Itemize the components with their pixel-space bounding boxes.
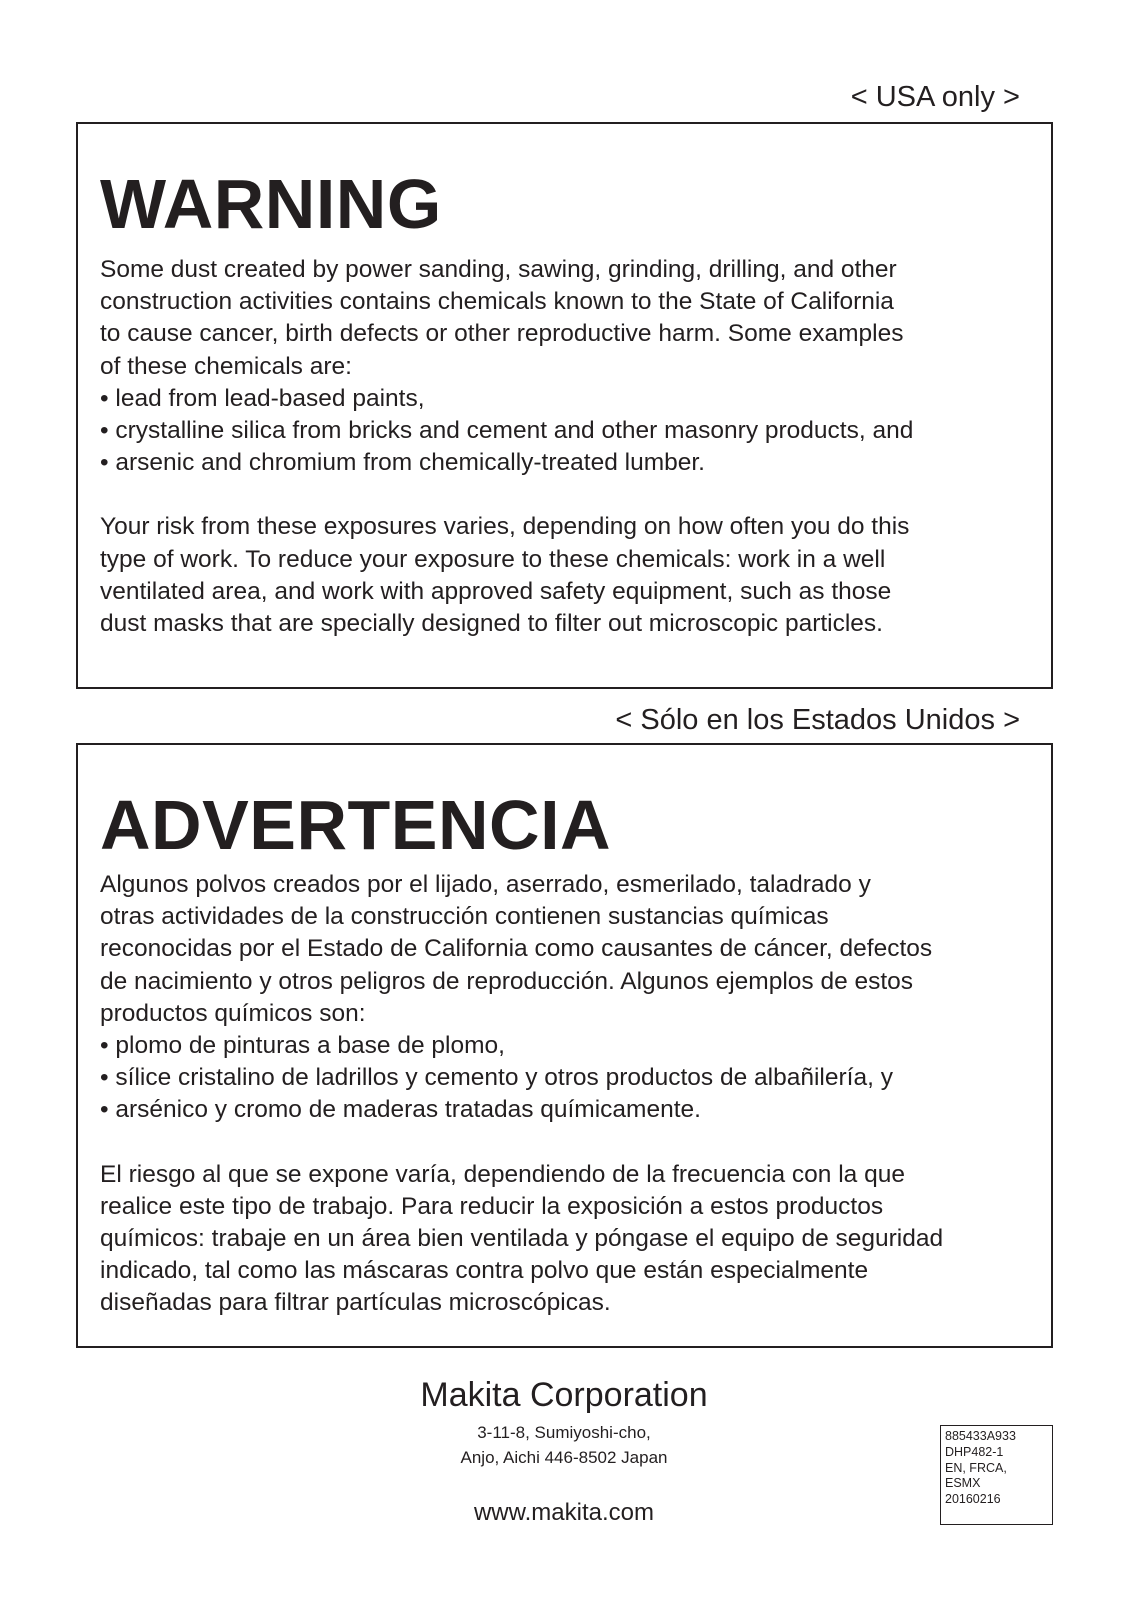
- advertencia-bullet-list: [100, 1030, 1037, 1127]
- address-line-2: Anjo, Aichi 446-8502 Japan: [460, 1448, 668, 1467]
- advertencia-intro: Algunos polvos creados por el lijado, aserrado, esmerilado, taladrado y otras actividades de la construcción contienen sustancias químicas reconocidas por el Estado de California como causantes de cáncer, defectos de nacimiento y otros peligros de reproducción. Algunos ejemplos de estos productos químicos son:: [100, 871, 933, 1027]
- list-item: • crystalline silica from bricks and cement and other masonry products, and: [100, 415, 1037, 447]
- company-name: Makita Corporation: [420, 1376, 708, 1414]
- warning-box: [76, 122, 1053, 689]
- warning-body: [100, 254, 1037, 640]
- doc-code-line: 20160216: [945, 1492, 1001, 1507]
- address-line-1: 3-11-8, Sumiyoshi-cho,: [477, 1423, 651, 1442]
- list-item: • arsenic and chromium from chemically-treated lumber.: [100, 447, 1037, 479]
- warning-intro: Some dust created by power sanding, sawing, grinding, drilling, and other construction activities contains chemicals known to the State of California to cause cancer, birth defects or other reproductive harm. Some examples of these chemicals are:: [100, 256, 904, 380]
- warning-bullet-list: [100, 383, 1037, 480]
- region-label-spanish: < Sólo en los Estados Unidos >: [615, 704, 1020, 736]
- doc-code-line: DHP482-1: [945, 1444, 1004, 1459]
- list-item: • lead from lead-based paints,: [100, 383, 1037, 415]
- doc-code-line: ESMX: [945, 1476, 981, 1491]
- advertencia-title: ADVERTENCIA: [100, 786, 612, 864]
- warning-closing: Your risk from these exposures varies, depending on how often you do this type of work. To reduce your exposure to these chemicals: work in a well ventilated area, and work with approved safety equipment, such as those dust masks that are specially designed to filter out microscopic particles.: [100, 513, 910, 638]
- website: www.makita.com: [473, 1499, 655, 1526]
- document-code-box: [940, 1425, 1053, 1525]
- doc-code-line: 885433A933: [945, 1429, 1016, 1443]
- doc-code-line: EN, FRCA,: [945, 1460, 1007, 1475]
- region-label-usa: < USA only >: [850, 81, 1020, 113]
- list-item: • plomo de pinturas a base de plomo,: [100, 1030, 1037, 1062]
- advertencia-box: [76, 743, 1053, 1348]
- advertencia-closing: El riesgo al que se expone varía, dependiendo de la frecuencia con la que realice este tipo de trabajo. Para reducir la exposición a estos productos químicos: trabaje en un área bien ventilada y póngase el equipo de seguridad indicado, tal como las máscaras contra polvo que están especialmente diseñadas para filtrar partículas microscópicas.: [100, 1160, 944, 1317]
- list-item: • sílice cristalino de ladrillos y cemento y otros productos de albañilería, y: [100, 1062, 1037, 1094]
- list-item: • arsénico y cromo de maderas tratadas químicamente.: [100, 1094, 1037, 1126]
- warning-title: WARNING: [100, 165, 442, 243]
- advertencia-body: [100, 869, 1037, 1320]
